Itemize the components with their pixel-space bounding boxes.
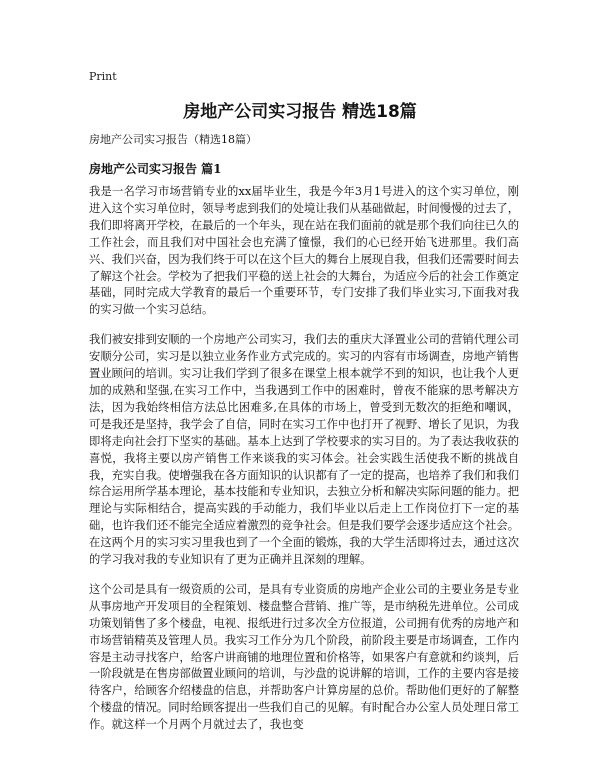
paragraph-2: 我们被安排到安顺的一个房地产公司实习，我们去的重庆大泽置业公司的营销代理公司安顺分公司，实习是以独立业务作业方式完成的。实习的内容有市场调查，房地产销售置业顾问的培训。实习让我们学到了很多在课堂上根本就学不到的知识，也让我个人更加的成熟和坚强,在实习工作中，当我遇到工作中的困难时，曾夜不能寐的思考解决方法，因为我始终相信方法总比困难多,在具体的市场上，曾受到无数次的拒绝和嘲讽，可是我还是坚持，我学会了自信，同时在实习工作中也打开了视野、增长了见识，为我即将走向社会打下坚实的基础。基本上达到了学校要求的实习目的。为了表达我收获的喜悦，我将主要以房产销售工作来谈我的实习体会。社会实践生活使我不断的挑战自我，充实自我。使增强我在各方面知识的认识都有了一定的提高，也培养了我们和我们综合运用所学基本理论，基本技能和专业知识，去独立分析和解决实际问题的能力。把理论与实际相结合，提高实践的手动能力，我们毕业以后走上工作岗位打下一定的基础，也许我们还不能完全适应着激烈的竞争社会。但是我们要学会逐步适应这个社会。在这两个月的实习实习里我也到了一个全面的锻炼，我的大学生活即将过去，通过这次的学习我对我的专业知识有了更为正确并且深刻的理解。 <box>89 333 519 567</box>
document-subtitle: 房地产公司实习报告（精选18篇） <box>89 133 257 146</box>
print-label: Print <box>89 70 117 83</box>
paragraph-1: 我是一名学习市场营销专业的xx届毕业生，我是今年3月1号进入的这个实习单位，刚进入这个实习单位时，领导考虑到我们的处境让我们从基础做起，时间慢慢的过去了，我们即将离开学校，在最后的一个年头，现在站在我们面前的就是那个我们向往已久的工作社会，而且我们对中国社会也充满了憧憬，我们的心已经开始飞进那里。我们高兴、我们兴奋，因为我们终于可以在这个巨大的舞台上展现自我，但我们还需要时间去了解这个社会。学校为了把我们平稳的送上社会的大舞台，为适应今后的社会工作奠定基础，同时完成大学教育的最后一个重要环节，专门安排了我们毕业实习,下面我对我的实习做一个实习总结。 <box>89 185 519 317</box>
paragraph-3: 这个公司是具有一级资质的公司，是具有专业资质的房地产企业公司的主要业务是专业从事房地产开发项目的全程策划、楼盘整合营销、推广等，是市纳税先进单位。公司成功策划销售了多个楼盘，电视、报纸进行过多次全方位报道，公司拥有优秀的房地产和市场营销精英及管理人员。我实习工作分为几个阶段，前阶段主要是市场调查，工作内容是主动寻找客户，给客户讲商铺的地理位置和价格等，如果客户有意就和约谈判，后一阶段就是在售房部做置业顾问的培训，与沙盘的说讲解的培训，工作的主要内容是接待客户，给顾客介绍楼盘的信息，并帮助客户计算房屋的总价。帮助他们更好的了解整个楼盘的情况。同时给顾客提出一些我们自己的见解。有时配合办公室人员处理日常工作。就这样一个月两个月就过去了，我也变 <box>89 582 519 732</box>
body-text <box>89 184 519 747</box>
section-heading: 房地产公司实习报告 篇1 <box>89 162 222 176</box>
document-title: 房地产公司实习报告 精选18篇 <box>183 102 417 122</box>
